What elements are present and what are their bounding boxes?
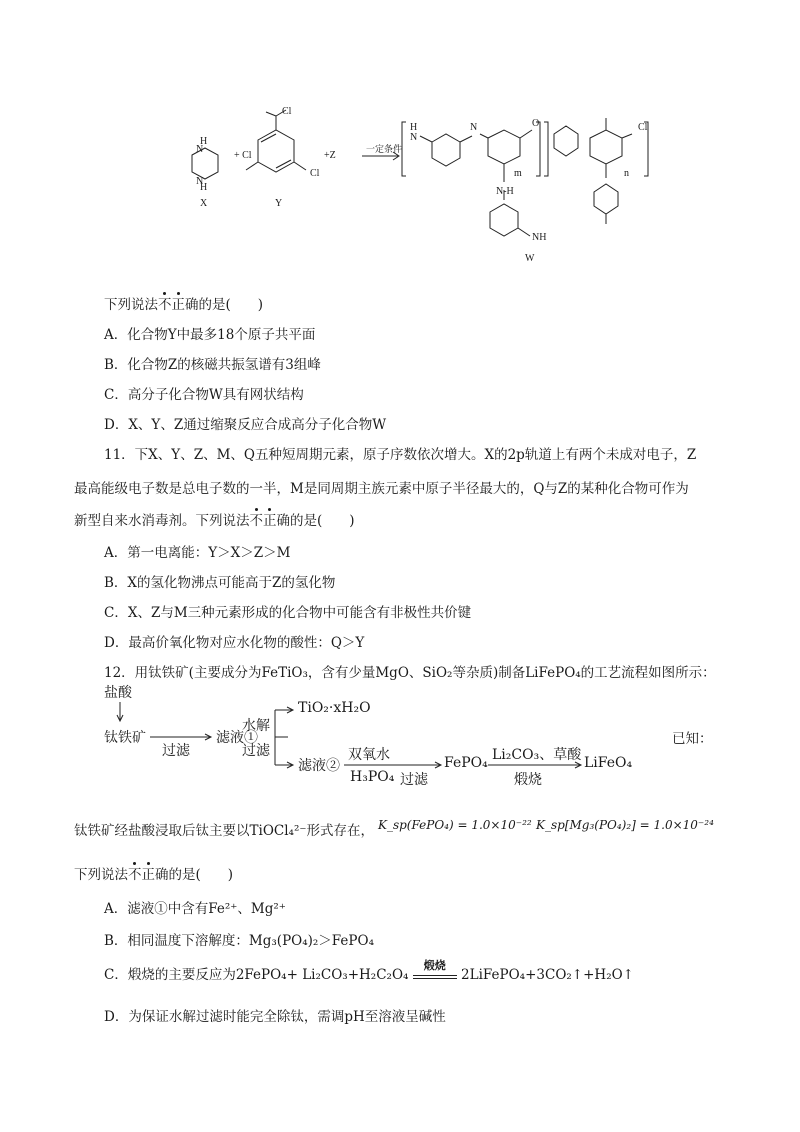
q12-option-d: D．为保证水解过滤时能完全除钛，需调pH至溶液呈碱性 <box>104 1009 446 1025</box>
q10-option-a: A．化合物Y中最多18个原子共平面 <box>104 327 316 343</box>
svg-text:N: N <box>196 176 204 187</box>
q12-option-c: C．煅烧的主要反应为2FePO₄+ Li₂CO₃+H₂C₂O₄ 煅烧 2LiFePO₄+3CO₂↑+H₂O↑ <box>104 959 634 983</box>
flow-product: LiFeO₄ <box>584 755 633 771</box>
flow-fepo4: FePO₄ <box>444 755 488 771</box>
calcine-condition: 煅烧 <box>413 967 457 979</box>
flow-filtrate1: 滤液① <box>216 730 258 746</box>
label-Y: Y <box>275 198 283 209</box>
label-m: m <box>514 168 522 179</box>
label-n: n <box>624 168 629 179</box>
svg-text:H: H <box>410 122 418 133</box>
flow-tio2: TiO₂·xH₂O <box>298 700 371 716</box>
svg-text:Cl: Cl <box>638 122 648 133</box>
flow-calcine: 煅烧 <box>514 772 542 788</box>
q12-stem: 下列说法不正确的是( ) <box>74 867 234 883</box>
svg-text:Cl: Cl <box>310 168 320 179</box>
flow-h3po4: H₃PO₄ <box>350 769 395 785</box>
svg-text:+ Cl: + Cl <box>234 150 252 161</box>
svg-text:O: O <box>532 118 540 129</box>
svg-text:N: N <box>470 122 478 133</box>
q11-line3: 新型自来水消毒剂。下列说法不正确的是( ) <box>74 513 355 529</box>
svg-text:Cl: Cl <box>282 106 292 117</box>
q12-ksp1: K_sp(FePO₄) = 1.0×10⁻²² <box>378 818 532 832</box>
label-condition: 一定条件 <box>366 144 403 154</box>
q12-known-line: 钛铁矿经盐酸浸取后钛主要以TiOCl₄²⁻形式存在， <box>74 823 374 839</box>
q10-option-d: D．X、Y、Z通过缩聚反应合成高分子化合物W <box>104 417 387 433</box>
q12-line1: 12．用钛铁矿(主要成分为FeTiO₃，含有少量MgO、SiO₂等杂质)制备LiFePO₄的工艺流程如图所示： <box>104 665 716 681</box>
svg-text:N-H: N-H <box>496 186 514 197</box>
q11-option-c: C．X、Z与M三种元素形成的化合物中可能含有非极性共价键 <box>104 605 472 621</box>
flow-filter3: 过滤 <box>400 772 428 788</box>
q11-line2: 最高能级电子数是总电子数的一半，M是同周期主族元素中原子半径最大的，Q与Z的某种化合物可作为 <box>74 481 689 497</box>
flow-filter2: 过滤 <box>242 743 270 759</box>
q10-option-b: B．化合物Z的核磁共振氢谱有3组峰 <box>104 357 321 373</box>
flow-filter1: 过滤 <box>162 743 190 759</box>
svg-text:H: H <box>200 182 208 193</box>
q12-option-a: A．滤液①中含有Fe²⁺、Mg²⁺ <box>104 901 286 917</box>
label-X: X <box>200 198 208 209</box>
q11-option-a: A．第一电离能：Y＞X＞Z＞M <box>104 545 291 561</box>
q11-line1: 11．下X、Y、Z、M、Q五种短周期元素，原子序数依次增大。X的2p轨道上有两个未成对电子，Z <box>104 447 697 463</box>
flow-reagents: Li₂CO₃、草酸 <box>492 747 582 763</box>
flow-ore: 钛铁矿 <box>104 730 146 746</box>
label-W: W <box>525 253 535 264</box>
q11-option-b: B．X的氢化物沸点可能高于Z的氢化物 <box>104 575 336 591</box>
flow-h2o2: 双氧水 <box>348 747 390 763</box>
svg-text:N: N <box>410 132 418 143</box>
svg-text:N: N <box>196 144 204 155</box>
q10-option-c: C．高分子化合物W具有网状结构 <box>104 387 304 403</box>
svg-text:H: H <box>200 136 208 147</box>
flow-hcl: 盐酸 <box>104 685 132 701</box>
q12-option-b: B．相同温度下溶解度：Mg₃(PO₄)₂＞FePO₄ <box>104 933 374 949</box>
q11-option-d: D．最高价氧化物对应水化物的酸性：Q＞Y <box>104 635 365 651</box>
label-plus-Z: +Z <box>324 150 336 161</box>
flow-filtrate2: 滤液② <box>298 758 340 774</box>
q12-ksp2: K_sp[Mg₃(PO₄)₂] = 1.0×10⁻²⁴ <box>536 818 714 832</box>
flow-known: 已知： <box>672 731 713 747</box>
flow-hydrolysis: 水解 <box>242 718 270 734</box>
q10-stem: 下列说法不正确的是( ) <box>104 297 264 313</box>
svg-text:NH: NH <box>532 232 547 243</box>
